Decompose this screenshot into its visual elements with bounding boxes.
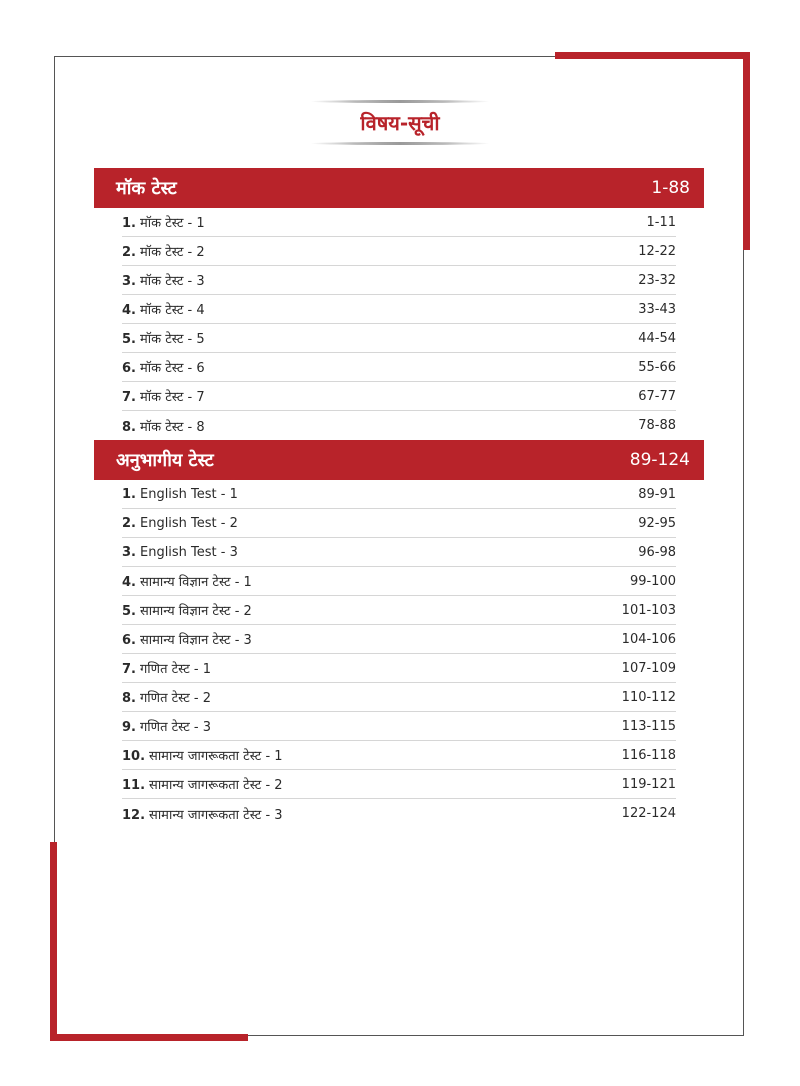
entry-number: 2. (122, 515, 136, 531)
toc-entry (122, 358, 205, 376)
entry-number: 8. (122, 691, 136, 706)
title-divider-bottom (310, 142, 490, 145)
entry-label: मॉक टेस्ट - 4 (139, 303, 205, 318)
toc-row[interactable] (122, 237, 676, 266)
corner-accent-bottom-vertical (50, 842, 57, 1041)
toc-row[interactable] (122, 596, 676, 625)
toc-row[interactable] (122, 353, 676, 382)
toc-entry (122, 417, 205, 435)
toc-entry (122, 213, 205, 231)
toc-entry (122, 601, 252, 619)
entry-number: 7. (122, 390, 136, 405)
entry-label: मॉक टेस्ट - 3 (139, 274, 205, 289)
toc-entry (122, 572, 252, 590)
entry-pages: 101-103 (621, 602, 676, 618)
entry-label: गणित टेस्ट - 3 (139, 720, 211, 735)
toc-entry (122, 805, 283, 823)
toc-entry (122, 688, 211, 706)
section-page-range: 1-88 (651, 178, 690, 198)
toc-row[interactable] (122, 712, 676, 741)
entry-pages: 107-109 (621, 660, 676, 676)
section-list-sectional-test (122, 480, 676, 828)
entry-number: 3. (122, 544, 136, 560)
toc-entry (122, 775, 283, 793)
toc-row[interactable] (122, 382, 676, 411)
toc-row[interactable] (122, 480, 676, 509)
toc-entry (122, 717, 211, 735)
toc-row[interactable] (122, 509, 676, 538)
entry-pages: 113-115 (621, 718, 676, 734)
toc-row[interactable] (122, 741, 676, 770)
entry-label: गणित टेस्ट - 1 (139, 662, 211, 677)
entry-number: 2. (122, 245, 136, 260)
entry-pages: 116-118 (621, 747, 676, 763)
toc-entry (122, 271, 205, 289)
entry-number: 10. (122, 749, 146, 764)
toc-entry (122, 746, 283, 764)
entry-label: मॉक टेस्ट - 5 (139, 332, 205, 347)
corner-accent-bottom-horizontal (50, 1034, 248, 1041)
entry-number: 6. (122, 633, 136, 648)
entry-pages: 92-95 (638, 515, 676, 531)
toc-row[interactable] (122, 295, 676, 324)
entry-number: 6. (122, 361, 136, 376)
section-title: मॉक टेस्ट (116, 178, 177, 199)
title-divider-top (310, 100, 490, 103)
toc-row[interactable] (122, 266, 676, 295)
toc-entry (122, 242, 205, 260)
toc-row[interactable] (122, 411, 676, 440)
corner-accent-top-horizontal (555, 52, 750, 59)
toc-row[interactable] (122, 208, 676, 237)
entry-label: सामान्य जागरूकता टेस्ट - 2 (149, 778, 283, 793)
entry-label: सामान्य विज्ञान टेस्ट - 1 (139, 575, 252, 590)
entry-label: गणित टेस्ट - 2 (139, 691, 211, 706)
entry-pages: 89-91 (638, 486, 676, 502)
entry-number: 7. (122, 662, 136, 677)
entry-pages: 78-88 (638, 418, 676, 433)
entry-number: 5. (122, 332, 136, 347)
entry-pages: 104-106 (621, 631, 676, 647)
entry-pages: 110-112 (621, 689, 676, 705)
toc-row[interactable] (122, 324, 676, 353)
entry-number: 4. (122, 303, 136, 318)
entry-label: मॉक टेस्ट - 7 (139, 390, 205, 405)
toc-row[interactable] (122, 799, 676, 828)
entry-label: मॉक टेस्ट - 8 (139, 419, 205, 435)
page-title: विषय-सूची (360, 111, 440, 135)
entry-pages: 44-54 (638, 330, 676, 346)
toc-entry (122, 387, 205, 405)
entry-number: 4. (122, 575, 136, 590)
entry-pages: 119-121 (621, 776, 676, 792)
toc-entry (122, 630, 252, 648)
entry-pages: 23-32 (638, 272, 676, 288)
section-header-sectional-test (94, 440, 704, 480)
entry-number: 1. (122, 486, 136, 502)
entry-number: 11. (122, 778, 146, 793)
toc-row[interactable] (122, 683, 676, 712)
toc-row[interactable] (122, 654, 676, 683)
entry-pages: 99-100 (629, 573, 676, 589)
entry-label: सामान्य विज्ञान टेस्ट - 2 (139, 604, 252, 619)
entry-number: 9. (122, 720, 136, 735)
toc-entry (122, 329, 205, 347)
toc-row[interactable] (122, 625, 676, 654)
entry-pages: 67-77 (638, 388, 676, 404)
toc-entry (122, 300, 205, 318)
entry-pages: 122-124 (621, 806, 676, 821)
toc-row[interactable] (122, 770, 676, 799)
corner-accent-top-vertical (743, 52, 750, 250)
entry-number: 8. (122, 419, 136, 435)
section-list-mock-test (122, 208, 676, 440)
entry-pages: 12-22 (638, 243, 676, 259)
entry-pages: 1-11 (646, 214, 676, 230)
entry-label: English Test - 2 (139, 515, 238, 531)
entry-pages: 55-66 (638, 359, 676, 375)
entry-label: सामान्य जागरूकता टेस्ट - 3 (149, 807, 283, 823)
entry-number: 3. (122, 274, 136, 289)
page-title-block (310, 100, 490, 146)
entry-label: सामान्य विज्ञान टेस्ट - 3 (139, 633, 252, 648)
entry-number: 1. (122, 216, 136, 231)
entry-label: मॉक टेस्ट - 1 (139, 216, 205, 231)
entry-label: English Test - 1 (139, 486, 238, 502)
toc-entry (122, 659, 211, 677)
entry-pages: 33-43 (638, 301, 676, 317)
entry-label: मॉक टेस्ट - 6 (139, 361, 205, 376)
toc-row[interactable] (122, 567, 676, 596)
entry-label: सामान्य जागरूकता टेस्ट - 1 (149, 749, 283, 764)
toc-row[interactable] (122, 538, 676, 567)
section-header-mock-test (94, 168, 704, 208)
section-page-range: 89-124 (629, 450, 690, 470)
entry-label: मॉक टेस्ट - 2 (139, 245, 205, 260)
toc-entry (122, 545, 238, 560)
toc-entry (122, 516, 238, 531)
section-title: अनुभागीय टेस्ट (116, 450, 214, 471)
entry-pages: 96-98 (638, 544, 676, 560)
entry-number: 5. (122, 604, 136, 619)
toc-entry (122, 487, 238, 502)
entry-number: 12. (122, 807, 146, 823)
entry-label: English Test - 3 (139, 544, 238, 560)
